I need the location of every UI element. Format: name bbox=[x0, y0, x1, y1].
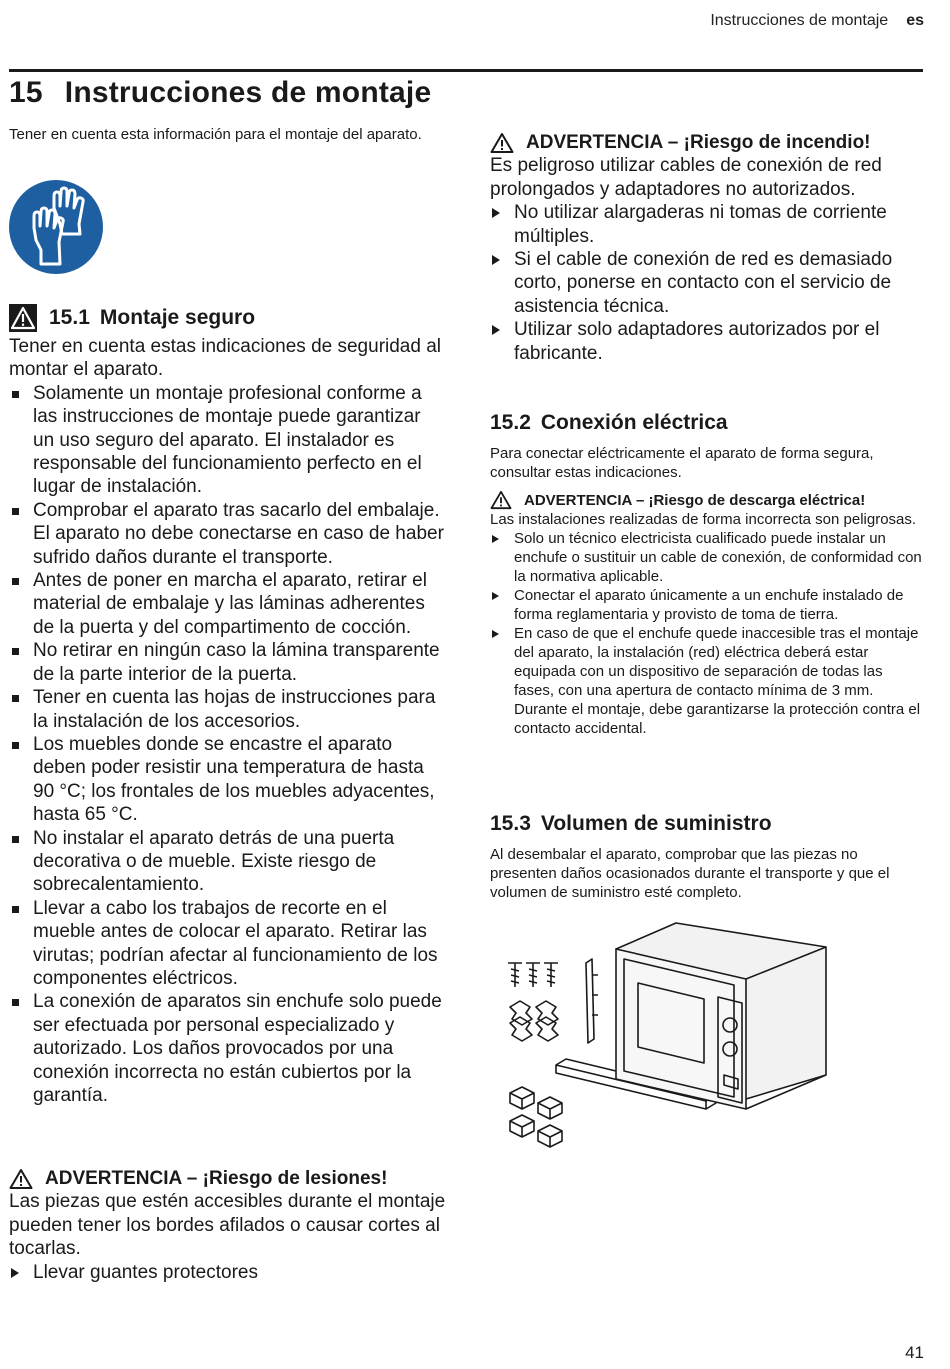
warning-title bbox=[9, 1167, 447, 1190]
list-item: Tener en cuenta las hojas de instrucciones para la instalación de los accesorios. bbox=[9, 686, 447, 733]
section-15-3-heading bbox=[490, 811, 926, 837]
warning-triangle-icon bbox=[9, 304, 37, 332]
section-15-1-heading bbox=[9, 304, 447, 332]
list-item: No utilizar alargaderas ni tomas de corriente múltiples. bbox=[490, 201, 926, 248]
fire-warning bbox=[490, 131, 926, 365]
warning-text: Es peligroso utilizar cables de conexión de red prolongados y adaptadores no autorizados. bbox=[490, 155, 882, 200]
list-item: No retirar en ningún caso la lámina transparente de la parte interior de la puerta. bbox=[9, 639, 447, 686]
list-item: Solo un técnico electricista cualificado puede instalar un enchufe o sustituir un cable de conexión, de conformidad con la normativa aplicable. bbox=[490, 529, 926, 586]
section-lead: Para conectar eléctricamente el aparato de forma segura, consultar estas indicaciones. bbox=[490, 445, 874, 481]
warning-triangle-icon bbox=[9, 1168, 33, 1190]
list-item: Los muebles donde se encastre el aparato deben poder resistir una temperatura de hasta 90 °C; los frontales de los muebles adyacentes, hasta 65 °C. bbox=[9, 733, 447, 827]
chapter-title bbox=[9, 76, 431, 110]
list-item: Solamente un montaje profesional conforme a las instrucciones de montaje puede garantizar un uso seguro del aparato. El instalador es responsable del funcionamiento perfecto en el lugar de instalación. bbox=[9, 382, 447, 499]
warning-steps bbox=[9, 1261, 447, 1284]
running-header bbox=[710, 12, 924, 30]
warning-title-text: ADVERTENCIA – ¡Riesgo de incendio! bbox=[526, 132, 871, 153]
section-number: 15.3 bbox=[490, 812, 531, 835]
chapter-rule bbox=[9, 69, 923, 72]
warning-triangle-icon bbox=[490, 132, 514, 154]
chapter-number: 15 bbox=[9, 76, 43, 109]
list-item: Llevar a cabo los trabajos de recorte en el mueble antes de colocar el aparato. Retirar las virutas; podrían afectar al funcionamiento de los componentes eléctricos. bbox=[9, 897, 447, 991]
list-item: Antes de poner en marcha el aparato, retirar el material de embalaje y las láminas adherentes de la puerta y del compartimento de cocción. bbox=[9, 569, 447, 639]
list-item: La conexión de aparatos sin enchufe solo puede ser efectuada por personal especializado y autorizado. Los daños provocados por una conexión incorrecta no están cubiertos por la garantía. bbox=[9, 990, 447, 1107]
section-title: Montaje seguro bbox=[99, 306, 256, 329]
list-item: En caso de que el enchufe quede inaccesible tras el montaje del aparato, la instalación (red) eléctrica deberá estar equipada con un dispositivo de separación de todas las fases, con una apertura de contacto mínima de 3 mm. Durante el montaje, debe garantizarse la protección contra el contacto accidental. bbox=[490, 624, 926, 738]
warning-text: Las piezas que estén accesibles durante el montaje pueden tener los bordes afilados o causar cortes al tocarlas. bbox=[9, 1191, 446, 1260]
header-section: Instrucciones de montaje bbox=[710, 12, 889, 29]
section-number: 15.2 bbox=[490, 411, 531, 434]
warning-title-text: ADVERTENCIA – ¡Riesgo de lesiones! bbox=[45, 1168, 388, 1189]
warning-triangle-icon bbox=[490, 490, 512, 510]
delivery-contents-illustration bbox=[498, 915, 838, 1160]
warning-title bbox=[490, 131, 926, 154]
list-item: Conectar el aparato únicamente a un enchufe instalado de forma reglamentaria y provisto de toma de tierra. bbox=[490, 586, 926, 624]
list-item: Si el cable de conexión de red es demasiado corto, ponerse en contacto con el servicio de asistencia técnica. bbox=[490, 248, 926, 318]
warning-title-text: ADVERTENCIA – ¡Riesgo de descarga eléctrica! bbox=[524, 491, 866, 509]
list-item: Llevar guantes protectores bbox=[9, 1261, 447, 1284]
warning-text: Las instalaciones realizadas de forma incorrecta son peligrosas. bbox=[490, 511, 917, 528]
section-15-1-body bbox=[9, 335, 447, 1107]
section-15-2-body bbox=[490, 444, 926, 738]
injury-warning bbox=[9, 1167, 447, 1284]
warning-title bbox=[490, 490, 926, 510]
screw-icon bbox=[508, 963, 558, 987]
page-number: 41 bbox=[905, 1343, 924, 1362]
section-lead: Tener en cuenta estas indicaciones de seguridad al montar el aparato. bbox=[9, 336, 442, 381]
section-title: Volumen de suministro bbox=[540, 812, 772, 835]
list-item: No instalar el aparato detrás de una puerta decorativa o de mueble. Existe riesgo de sobrecalentamiento. bbox=[9, 827, 447, 897]
protective-gloves-icon bbox=[8, 178, 104, 281]
chapter-title-text: Instrucciones de montaje bbox=[64, 76, 432, 109]
header-language: es bbox=[906, 12, 924, 29]
warning-steps bbox=[490, 201, 926, 365]
section-15-3-lead: Al desembalar el aparato, comprobar que las piezas no presenten daños ocasionados durante el transporte y que el volumen de suministro esté completo. bbox=[490, 846, 890, 901]
list-item: Comprobar el aparato tras sacarlo del embalaje. El aparato no debe conectarse en caso de haber sufrido daños durante el transporte. bbox=[9, 499, 447, 569]
list-item: Utilizar solo adaptadores autorizados por el fabricante. bbox=[490, 318, 926, 365]
warning-steps bbox=[490, 529, 926, 738]
section-number: 15.1 bbox=[49, 306, 90, 329]
chapter-intro: Tener en cuenta esta información para el montaje del aparato. bbox=[9, 126, 422, 143]
section-15-2-heading bbox=[490, 410, 926, 436]
safety-list bbox=[9, 382, 447, 1108]
section-title: Conexión eléctrica bbox=[540, 411, 728, 434]
